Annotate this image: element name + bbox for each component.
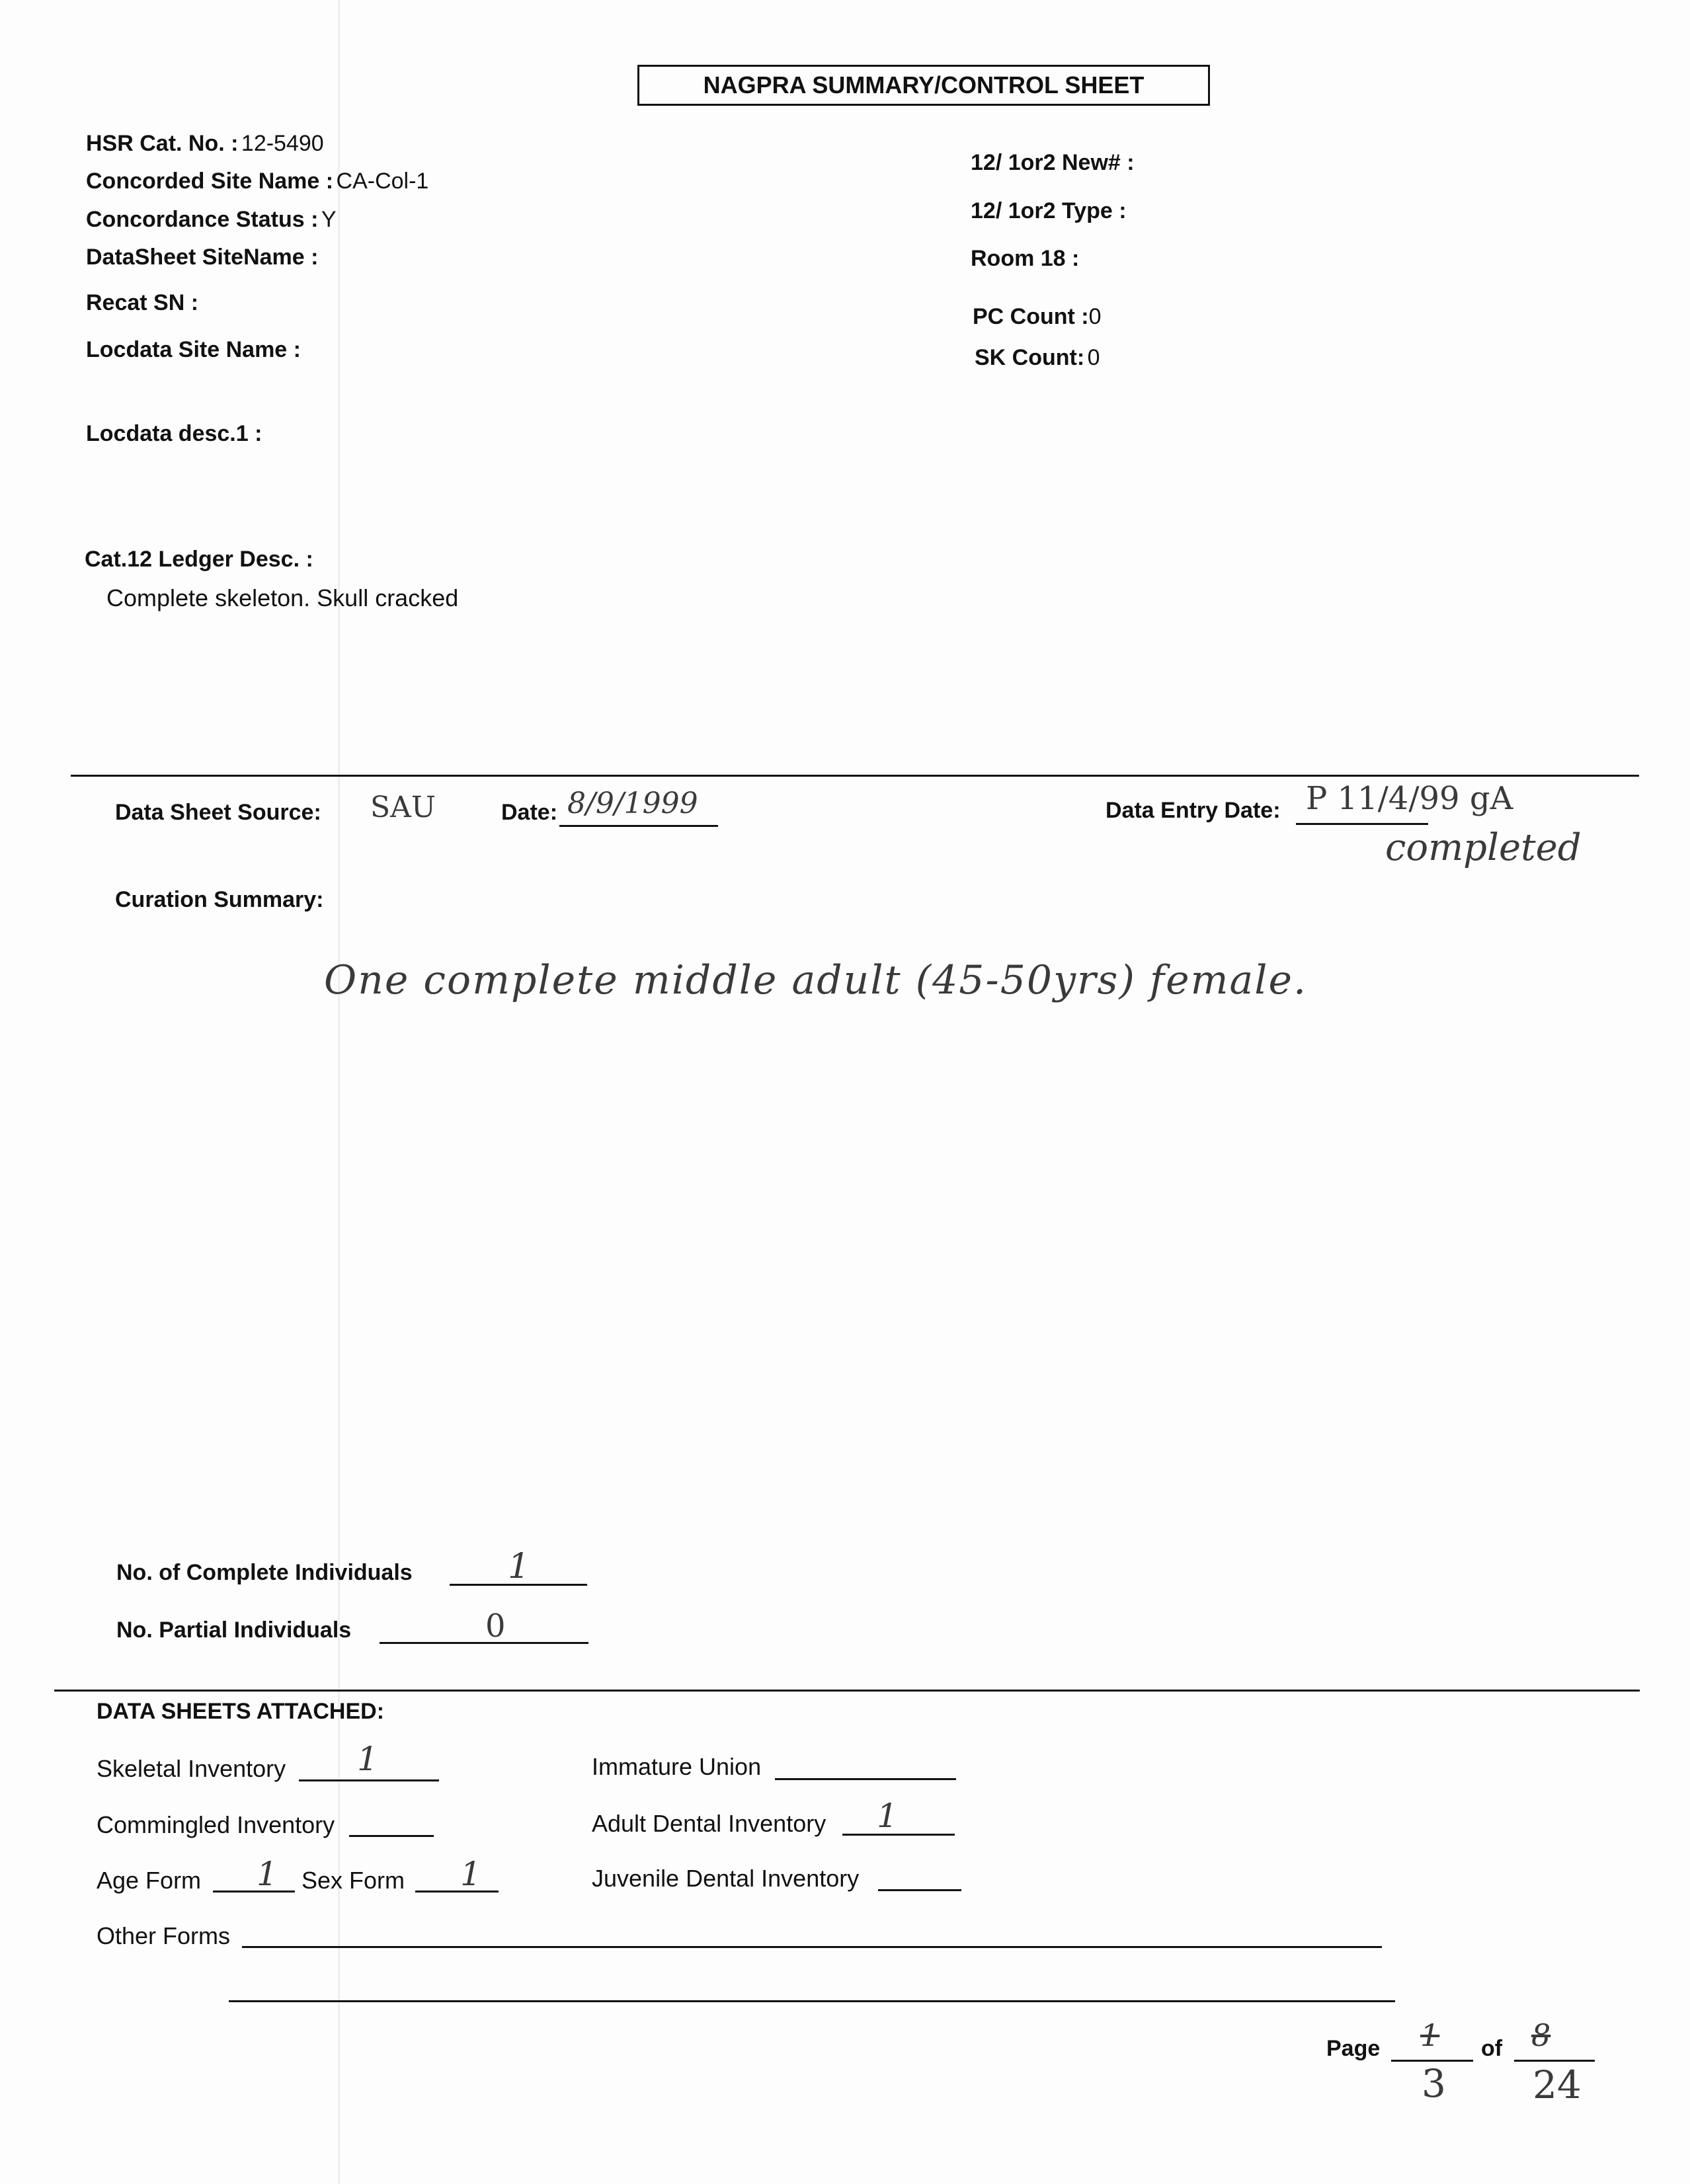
juvenile-dental-inventory-label: Juvenile Dental Inventory: [592, 1865, 860, 1892]
juvenile-dental-inventory-underline: [878, 1889, 961, 1891]
complete-individuals-label: No. of Complete Individuals: [116, 1560, 413, 1585]
page-total-value: 24: [1533, 2062, 1582, 2107]
recat-sn-field: [86, 290, 198, 316]
room-18-field: [971, 246, 1079, 272]
curation-summary-handwritten: One complete middle adult (45-50yrs) female.: [324, 957, 1308, 1003]
date-label: Date:: [501, 800, 558, 825]
data-sheet-source-value: SAU: [370, 791, 436, 824]
age-form-underline: [213, 1891, 295, 1892]
of-label: of: [1481, 2036, 1503, 2061]
data-sheets-attached-heading: DATA SHEETS ATTACHED:: [97, 1699, 385, 1724]
ledger-desc-text: Complete skeleton. Skull cracked: [106, 584, 459, 611]
page-number-value: 3: [1422, 2061, 1446, 2106]
locdata-desc-field: [86, 421, 262, 447]
locdata-site-name-field: [86, 337, 301, 363]
adult-dental-inventory-value: 1: [877, 1797, 898, 1835]
type-label: 12/ 1or2 Type :: [971, 198, 1127, 223]
hsr-cat-no-field: [86, 131, 324, 157]
recat-sn-label: Recat SN :: [86, 290, 199, 315]
new-number-field: [971, 150, 1135, 176]
page-number-struck: 1: [1420, 2017, 1440, 2053]
concordance-status-field: [86, 207, 337, 233]
partial-individuals-label: No. Partial Individuals: [116, 1618, 352, 1643]
sex-form-underline: [415, 1891, 499, 1892]
pc-count-label: PC Count :: [973, 304, 1089, 329]
other-forms-underline-2: [229, 2000, 1395, 2002]
datasheet-sitename-field: [86, 245, 318, 270]
data-sheet-source-label: Data Sheet Source:: [115, 800, 321, 825]
concordance-status-value: Y: [321, 207, 337, 232]
other-forms-label: Other Forms: [97, 1922, 231, 1949]
datasheet-sitename-label: DataSheet SiteName :: [86, 245, 319, 270]
other-forms-underline-1: [242, 1946, 1382, 1948]
room-18-label: Room 18 :: [971, 246, 1080, 271]
data-entry-completed-note: completed: [1385, 826, 1582, 869]
commingled-inventory-underline: [349, 1835, 434, 1837]
sex-form-label: Sex Form: [302, 1867, 405, 1894]
skeletal-inventory-value: 1: [357, 1740, 378, 1778]
section-divider-top: [71, 775, 1639, 777]
section-divider-bottom: [54, 1690, 1640, 1692]
form-title: NAGPRA SUMMARY/CONTROL SHEET: [703, 71, 1145, 98]
page-total-underline: [1514, 2060, 1595, 2062]
pc-count-field: [973, 304, 1102, 330]
age-form-value: 1: [257, 1855, 278, 1893]
commingled-inventory-label: Commingled Inventory: [97, 1811, 335, 1838]
type-field: [971, 198, 1127, 224]
adult-dental-inventory-label: Adult Dental Inventory: [592, 1810, 826, 1837]
complete-individuals-value: 1: [508, 1547, 530, 1586]
adult-dental-inventory-underline: [842, 1834, 955, 1836]
curation-summary-label: Curation Summary:: [115, 887, 324, 912]
hsr-cat-no-value: 12-5490: [241, 131, 324, 156]
partial-individuals-value: 0: [485, 1608, 506, 1645]
sk-count-field: [975, 345, 1100, 371]
sk-count-value: 0: [1087, 345, 1100, 370]
sex-form-value: 1: [460, 1855, 481, 1893]
immature-union-underline: [775, 1778, 956, 1780]
concordance-status-label: Concordance Status :: [86, 207, 319, 232]
form-title-box: [637, 65, 1210, 106]
concorded-site-name-value: CA-Col-1: [336, 169, 429, 194]
immature-union-label: Immature Union: [592, 1753, 762, 1780]
date-value: 8/9/1999: [567, 787, 698, 820]
skeletal-inventory-underline: [299, 1779, 439, 1781]
page-fold-shadow: [338, 0, 340, 2184]
pc-count-value: 0: [1088, 304, 1102, 329]
data-entry-date-underline: [1296, 823, 1428, 825]
concorded-site-name-field: [86, 169, 428, 194]
locdata-site-name-label: Locdata Site Name :: [86, 337, 301, 362]
date-underline: [559, 825, 718, 827]
concorded-site-name-label: Concorded Site Name :: [86, 169, 334, 194]
data-entry-date-value: P 11/4/99 gA: [1306, 780, 1513, 817]
partial-individuals-underline: [380, 1642, 588, 1644]
age-form-label: Age Form: [97, 1867, 202, 1894]
data-entry-date-label: Data Entry Date:: [1106, 798, 1281, 823]
ledger-desc-label: Cat.12 Ledger Desc. :: [85, 547, 313, 572]
locdata-desc-label: Locdata desc.1 :: [86, 421, 262, 446]
page-label: Page: [1326, 2036, 1381, 2061]
hsr-cat-no-label: HSR Cat. No. :: [86, 131, 239, 156]
skeletal-inventory-label: Skeletal Inventory: [97, 1755, 286, 1782]
sk-count-label: SK Count:: [975, 345, 1085, 370]
new-number-label: 12/ 1or2 New# :: [971, 150, 1135, 175]
page-total-struck: 8: [1531, 2017, 1551, 2053]
